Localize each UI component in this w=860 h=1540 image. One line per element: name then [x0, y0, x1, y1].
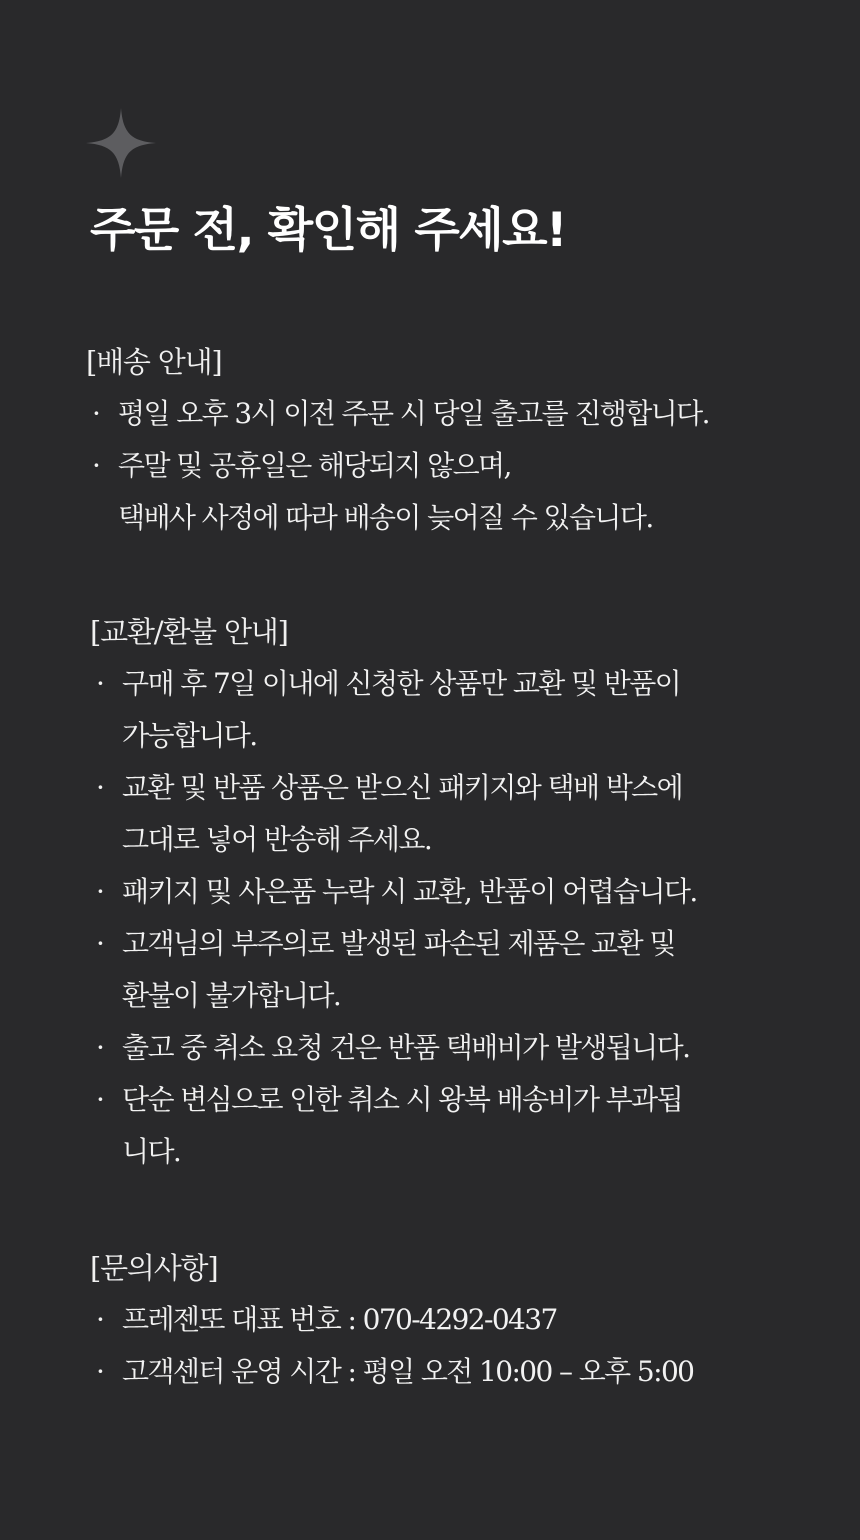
item-text: 주말 및 공휴일은 해당되지 않으며, — [118, 449, 511, 482]
phone-number-text: 프레젠또 대표 번호 : 070-4292-0437 — [122, 1303, 557, 1336]
list-item — [86, 440, 806, 544]
inquiry-section — [90, 1242, 810, 1398]
exchange-heading: [교환/환불 안내] — [90, 615, 288, 649]
list-item — [90, 918, 810, 1022]
bullet-dot: · — [96, 667, 104, 700]
shipping-info-section — [86, 336, 806, 544]
exchange-refund-section — [90, 606, 810, 1178]
bullet-dot: · — [96, 875, 104, 908]
bullet-dot: · — [92, 449, 100, 482]
list-item — [90, 658, 810, 762]
item-text: 교환 및 반품 상품은 받으신 패키지와 택배 박스에 — [122, 771, 683, 804]
item-text: 니다. — [122, 1135, 181, 1168]
list-item — [86, 388, 806, 440]
item-text: 고객님의 부주의로 발생된 파손된 제품은 교환 및 — [122, 927, 675, 960]
list-item — [90, 866, 810, 918]
exchange-list — [90, 658, 810, 1178]
list-item — [90, 1294, 810, 1346]
item-text: 단순 변심으로 인한 취소 시 왕복 배송비가 부과됩 — [122, 1083, 683, 1116]
item-text: 구매 후 7일 이내에 신청한 상품만 교환 및 반품이 — [122, 667, 681, 700]
item-text: 그대로 넣어 반송해 주세요. — [122, 823, 432, 856]
item-text: 출고 중 취소 요청 건은 반품 택배비가 발생됩니다. — [122, 1031, 690, 1064]
bullet-dot: · — [96, 771, 104, 804]
item-text: 평일 오후 3시 이전 주문 시 당일 출고를 진행합니다. — [118, 397, 709, 430]
list-item — [90, 1346, 810, 1398]
shipping-list — [86, 388, 806, 544]
item-text: 환불이 불가합니다. — [122, 979, 341, 1012]
bullet-dot: · — [96, 1355, 104, 1388]
business-hours-text: 고객센터 운영 시간 : 평일 오전 10:00 – 오후 5:00 — [122, 1355, 694, 1388]
item-text: 패키지 및 사은품 누락 시 교환, 반품이 어렵습니다. — [122, 875, 697, 908]
bullet-dot: · — [96, 1031, 104, 1064]
page-title: 주문 전, 확인해 주세요! — [90, 203, 566, 258]
shipping-heading: [배송 안내] — [86, 345, 222, 379]
item-text: 택배사 사정에 따라 배송이 늦어질 수 있습니다. — [118, 501, 653, 534]
list-item — [90, 1022, 810, 1074]
bullet-dot: · — [96, 1083, 104, 1116]
list-item — [90, 762, 810, 866]
inquiry-list — [90, 1294, 810, 1398]
sparkle-shape — [86, 108, 156, 178]
list-item — [90, 1074, 810, 1178]
bullet-dot: · — [92, 397, 100, 430]
item-text: 가능합니다. — [122, 719, 257, 752]
inquiry-heading: [문의사항] — [90, 1251, 218, 1285]
sparkle-icon — [86, 108, 156, 178]
bullet-dot: · — [96, 1303, 104, 1336]
bullet-dot: · — [96, 927, 104, 960]
